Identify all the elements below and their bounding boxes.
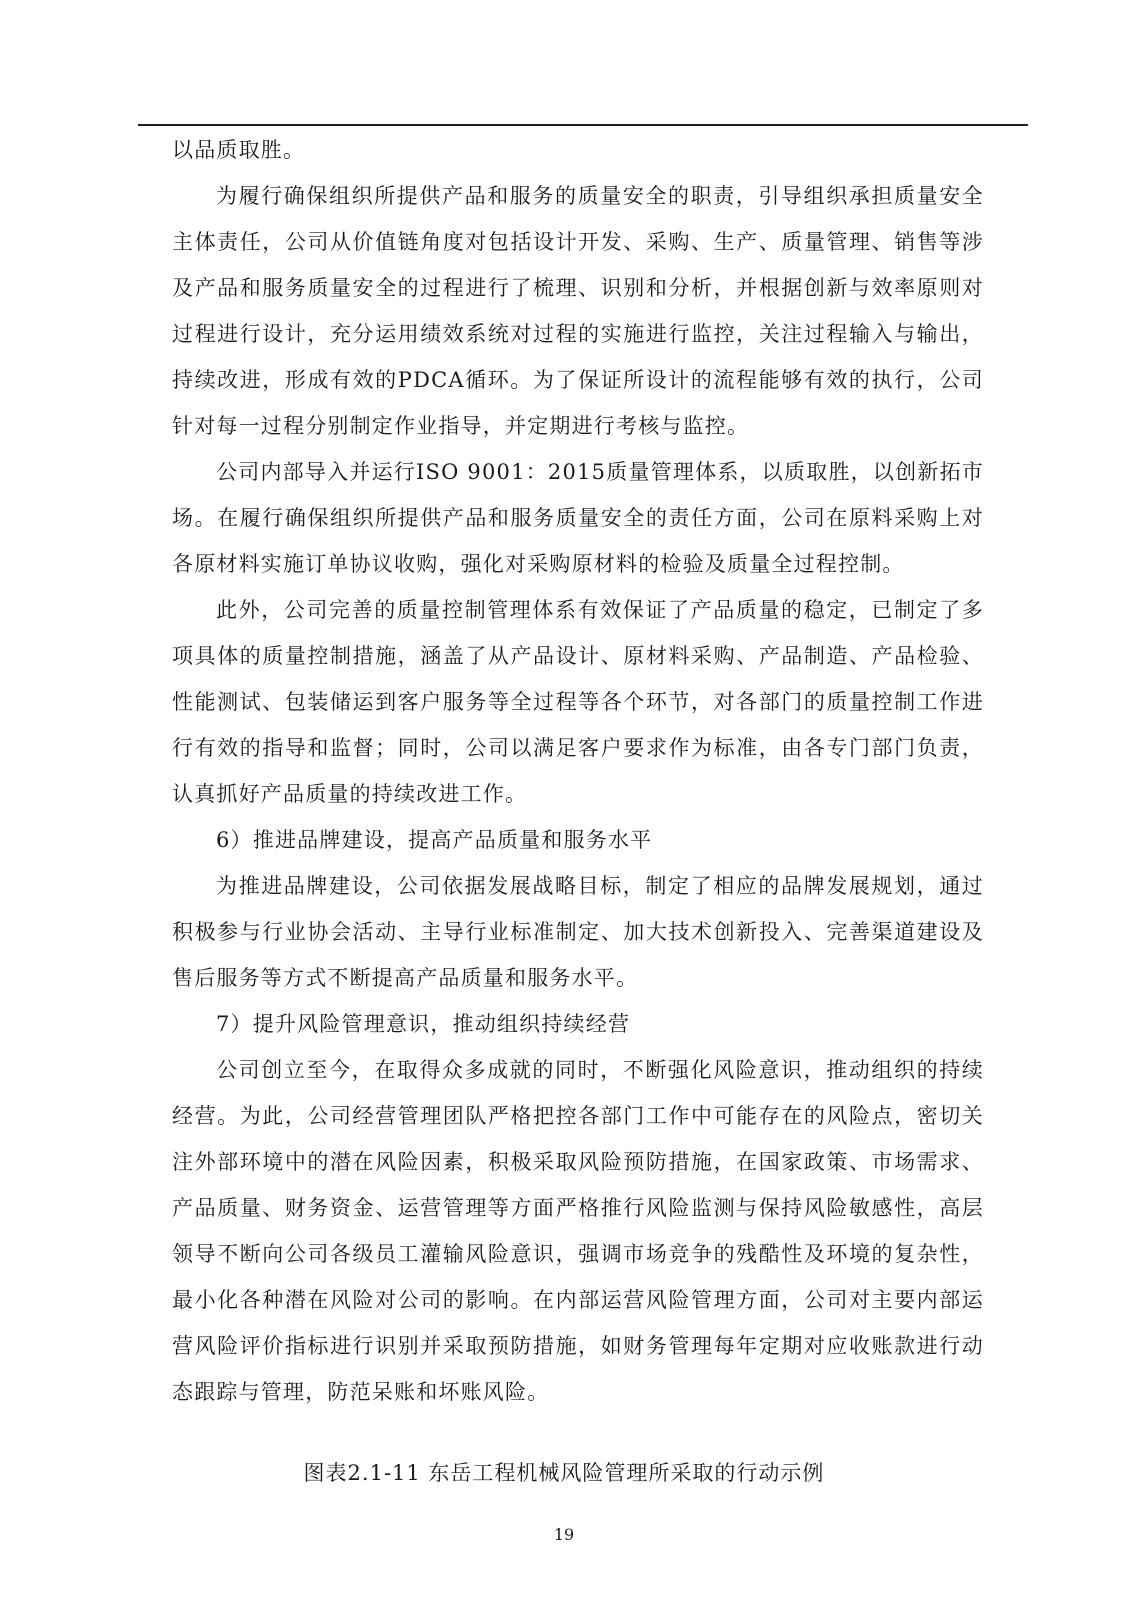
paragraph-risk-management: 公司创立至今，在取得众多成就的同时，不断强化风险意识，推动组织的持续经营。为此，公司经营管理团队严格把控各部门工作中可能存在的风险点，密切关注外部环境中的潜在风险因素，积极采取风险预防措施，在国家政策、市场需求、产品质量、财务资金、运营管理等方面严格推行风险监测与保持风险敏感性，高层领导不断向公司各级员工灌输风险意识，强调市场竞争的残酷性及环境的复杂性，最小化各种潜在风险对公司的影响。在内部运营风险管理方面，公司对主要内部运营风险评价指标进行识别并采取预防措施，如财务管理每年定期对应收账款进行动态跟踪与管理，防范呆账和坏账风险。 bbox=[172, 1058, 984, 1404]
figure-caption: 图表2.1-11 东岳工程机械风险管理所采取的行动示例 bbox=[303, 1461, 825, 1485]
section-heading-risk: 7）提升风险管理意识，推动组织持续经营 bbox=[216, 1012, 631, 1036]
paragraph-brand-building: 为推进品牌建设，公司依据发展战略目标，制定了相应的品牌发展规划，通过积极参与行业协会活动、主导行业标准制定、加大技术创新投入、完善渠道建设及售后服务等方式不断提高产品质量和服务水平。 bbox=[172, 874, 984, 990]
page-number: 19 bbox=[553, 1525, 575, 1544]
body-text bbox=[172, 127, 984, 1415]
paragraph-continuation: 以品质取胜。 bbox=[172, 138, 306, 162]
paragraph-iso-system: 公司内部导入并运行ISO 9001：2015质量管理体系，以质取胜，以创新拓市场。在履行确保组织所提供产品和服务质量安全的责任方面，公司在原料采购上对各原材料实施订单协议收购，强化对采购原材料的检验及质量全过程控制。 bbox=[172, 460, 984, 576]
header-rule bbox=[138, 124, 1028, 126]
section-heading-brand: 6）推进品牌建设，提高产品质量和服务水平 bbox=[216, 828, 653, 852]
paragraph-quality-responsibility: 为履行确保组织所提供产品和服务的质量安全的职责，引导组织承担质量安全主体责任，公司从价值链角度对包括设计开发、采购、生产、质量管理、销售等涉及产品和服务质量安全的过程进行了梳理、识别和分析，并根据创新与效率原则对过程进行设计，充分运用绩效系统对过程的实施进行监控，关注过程输入与输出，持续改进，形成有效的PDCA循环。为了保证所设计的流程能够有效的执行，公司针对每一过程分别制定作业指导，并定期进行考核与监控。 bbox=[172, 184, 984, 438]
paragraph-quality-control: 此外，公司完善的质量控制管理体系有效保证了产品质量的稳定，已制定了多项具体的质量控制措施，涵盖了从产品设计、原材料采购、产品制造、产品检验、性能测试、包装储运到客户服务等全过程等各个环节，对各部门的质量控制工作进行有效的指导和监督；同时，公司以满足客户要求作为标准，由各专门部门负责，认真抓好产品质量的持续改进工作。 bbox=[172, 598, 984, 806]
